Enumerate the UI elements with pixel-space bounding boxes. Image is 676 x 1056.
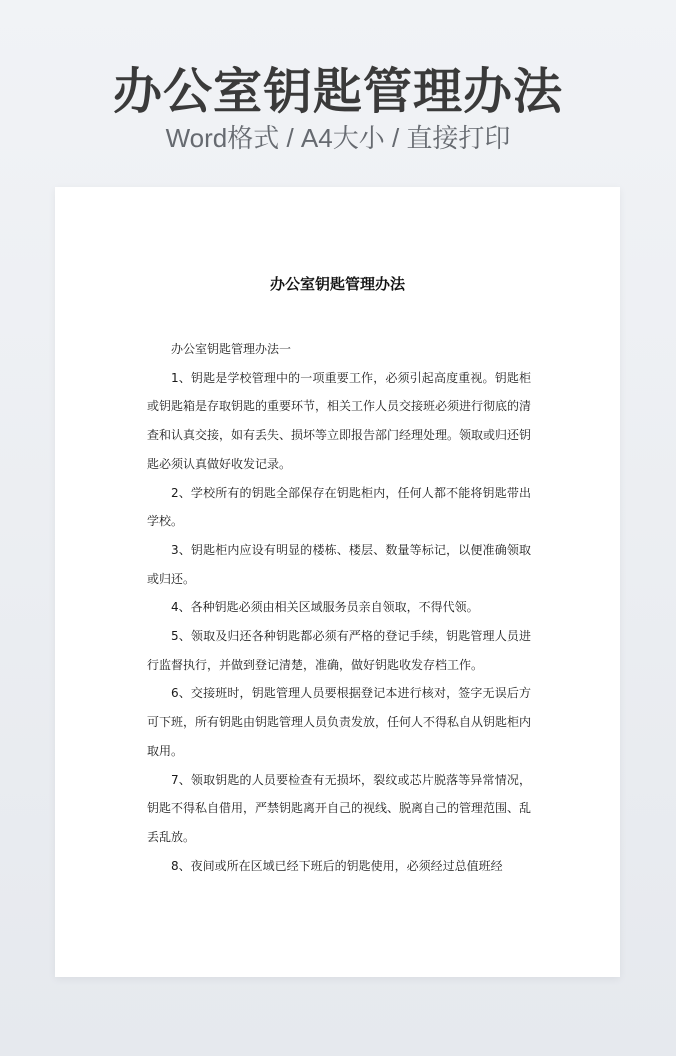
paragraph-1: 1、钥匙是学校管理中的一项重要工作，必须引起高度重视。钥匙柜或钥匙箱是存取钥匙的重要环节，相关工作人员交接班必须进行彻底的清查和认真交接，如有丢失、损坏等立即报告部门经理处理。领取或归还钥匙必须认真做好收发记录。 bbox=[147, 370, 532, 471]
paragraph-3: 3、钥匙柜内应设有明显的楼栋、楼层、数量等标记，以便准确领取或归还。 bbox=[147, 542, 531, 586]
banner-title: 办公室钥匙管理办法 bbox=[112, 63, 563, 120]
document-title: 办公室钥匙管理办法 bbox=[269, 275, 405, 293]
document-body bbox=[147, 335, 531, 880]
paragraph-8: 8、夜间或所在区域已经下班后的钥匙使用，必须经过总值班经 bbox=[171, 858, 503, 873]
banner bbox=[0, 0, 676, 186]
paragraph-7: 7、领取钥匙的人员要检查有无损坏，裂纹或芯片脱落等异常情况，钥匙不得私自借用，严禁钥匙离开自己的视线、脱离自己的管理范围、乱丢乱放。 bbox=[147, 772, 532, 844]
paragraph-heading: 办公室钥匙管理办法一 bbox=[171, 342, 292, 356]
document-page bbox=[55, 187, 620, 977]
paragraph-4: 4、各种钥匙必须由相关区域服务员亲自领取，不得代领。 bbox=[171, 600, 479, 615]
paragraph-5: 5、领取及归还各种钥匙都必须有严格的登记手续，钥匙管理人员进行监督执行，并做到登记清楚，准确，做好钥匙收发存档工作。 bbox=[147, 629, 531, 672]
paragraph-6: 6、交接班时，钥匙管理人员要根据登记本进行核对，签字无误后方可下班，所有钥匙由钥匙管理人员负责发放，任何人不得私自从钥匙柜内取用。 bbox=[147, 686, 532, 758]
banner-subtitle: Word格式 / A4大小 / 直接打印 bbox=[165, 123, 511, 153]
paragraph-2: 2、学校所有的钥匙全部保存在钥匙柜内，任何人都不能将钥匙带出学校。 bbox=[147, 485, 531, 529]
